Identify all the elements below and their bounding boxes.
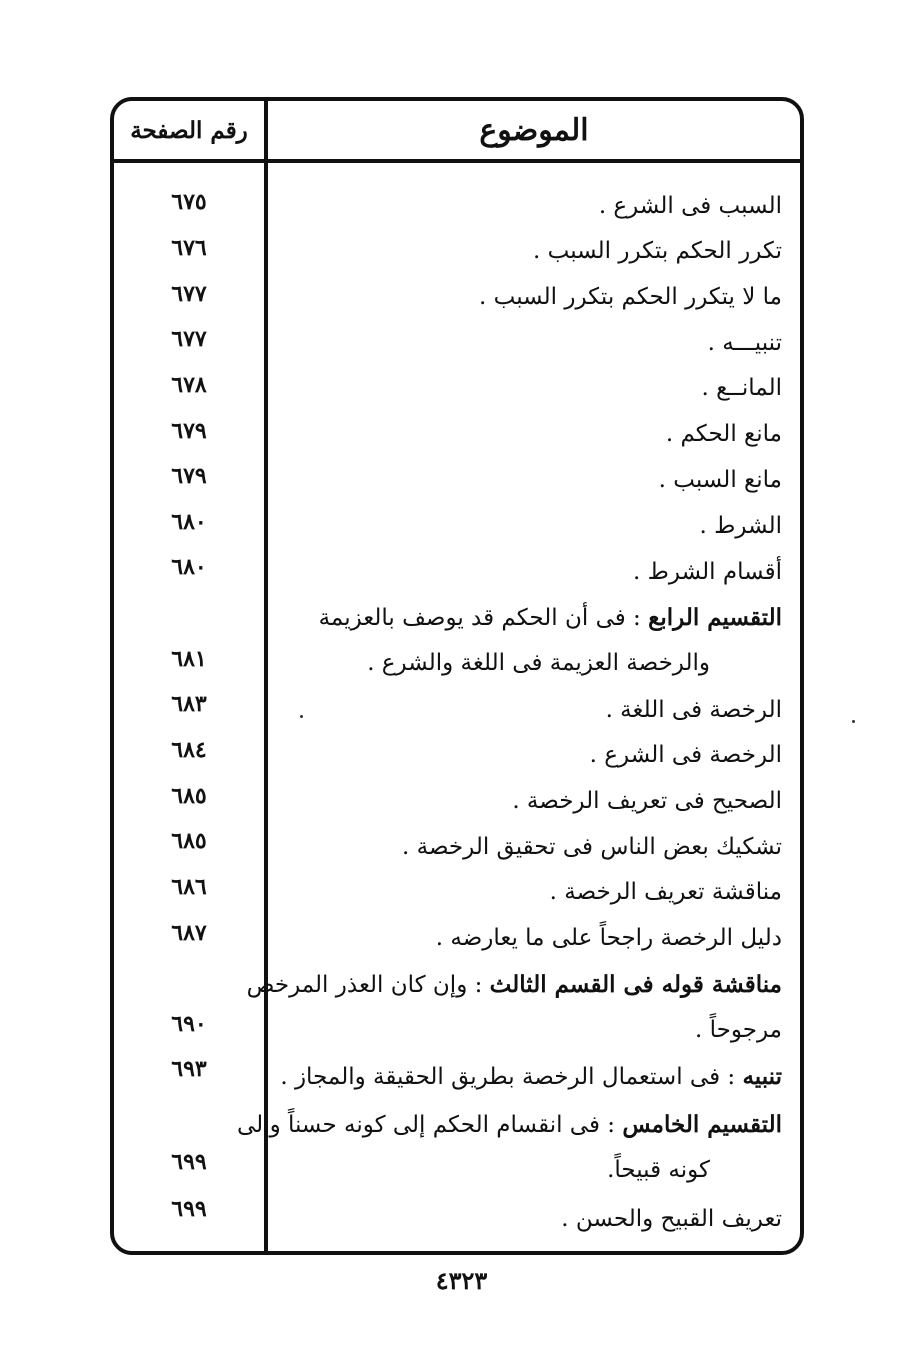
index-entry-topic: الرخصة فى الشرع . (589, 742, 782, 768)
index-entry-page: ٦٧٦ (171, 235, 207, 261)
index-entry-topic (237, 1111, 782, 1138)
topic-text: : فى انقسام الحكم إلى كونه حسناً وإلى (237, 1112, 616, 1138)
index-entry-topic: المانــع . (701, 375, 782, 401)
index-entry-page: ٦٩٩ (171, 1149, 207, 1175)
index-entry-topic: تنبيـــه . (707, 330, 782, 356)
index-entry-continuation: والرخصة العزيمة فى اللغة والشرع . (367, 650, 710, 676)
topic-column-header: الموضوع (479, 112, 589, 148)
index-table (110, 97, 804, 1255)
topic-text: : فى أن الحكم قد يوصف بالعزيمة (318, 605, 641, 631)
index-entry-page: ٦٨١ (171, 646, 207, 672)
index-entry-page: ٦٨٧ (171, 920, 207, 946)
scan-speck (300, 715, 303, 718)
topic-heading: مناقشة قوله فى القسم الثالث (489, 971, 782, 998)
index-entry-topic: تعريف القبيح والحسن . (561, 1206, 782, 1232)
index-entry-page: ٦٧٩ (171, 418, 207, 444)
index-entry-topic: تكرر الحكم بتكرر السبب . (533, 238, 782, 264)
index-entry-topic: الشرط . (699, 513, 782, 539)
index-entry-topic (247, 971, 782, 998)
index-entry-topic: ما لا يتكرر الحكم بتكرر السبب . (479, 284, 782, 310)
index-entry-topic (319, 604, 782, 631)
column-divider (264, 101, 268, 1251)
index-entry-page: ٦٩٠ (171, 1011, 207, 1037)
header-rule (114, 159, 800, 163)
index-entry-page: ٦٧٩ (171, 463, 207, 489)
index-entry-page: ٦٧٧ (171, 326, 207, 352)
topic-heading: تنبيه (742, 1063, 782, 1090)
index-entry-page: ٦٨٠ (171, 509, 207, 535)
topic-text: : فى استعمال الرخصة بطريق الحقيقة والمجاز . (280, 1064, 736, 1090)
topic-text: : وإن كان العذر المرخص (246, 972, 483, 998)
index-entry-topic: الرخصة فى اللغة . (605, 697, 782, 723)
page-number: ٤٣٢٣ (435, 1266, 488, 1295)
index-entry-page: ٦٨٤ (171, 737, 207, 763)
index-entry-topic: تشكيك بعض الناس فى تحقيق الرخصة . (402, 834, 782, 860)
index-entry-page: ٦٩٩ (171, 1196, 207, 1222)
index-entry-topic: مانع السبب . (658, 467, 782, 493)
scan-speck (852, 720, 855, 723)
topic-heading: التقسيم الرابع (648, 604, 782, 631)
index-entry-topic: دليل الرخصة راجحاً على ما يعارضه . (435, 925, 782, 951)
topic-heading: التقسيم الخامس (622, 1111, 782, 1138)
index-entry-page: ٦٩٣ (171, 1056, 207, 1082)
index-entry-page: ٦٨٣ (171, 691, 207, 717)
index-entry-page: ٦٨٦ (171, 874, 207, 900)
index-entry-page: ٦٧٨ (171, 372, 207, 398)
index-entry-topic (280, 1063, 782, 1090)
index-entry-topic: مناقشة تعريف الرخصة . (549, 879, 782, 905)
index-entry-topic: السبب فى الشرع . (598, 193, 782, 219)
index-entry-topic: الصحيح فى تعريف الرخصة . (512, 788, 782, 814)
index-entry-continuation: كونه قبيحاً. (607, 1157, 710, 1183)
index-entry-page: ٦٨٠ (171, 554, 207, 580)
index-entry-page: ٦٧٥ (171, 189, 207, 215)
index-entry-page: ٦٨٥ (171, 828, 207, 854)
index-entry-topic: مانع الحكم . (665, 421, 782, 447)
index-entry-page: ٦٨٥ (171, 783, 207, 809)
index-entry-page: ٦٧٧ (171, 281, 207, 307)
index-entry-continuation: مرجوحاً . (695, 1017, 782, 1043)
page-column-header: رقم الصفحة (130, 116, 248, 144)
index-entry-topic: أقسام الشرط . (633, 559, 782, 585)
